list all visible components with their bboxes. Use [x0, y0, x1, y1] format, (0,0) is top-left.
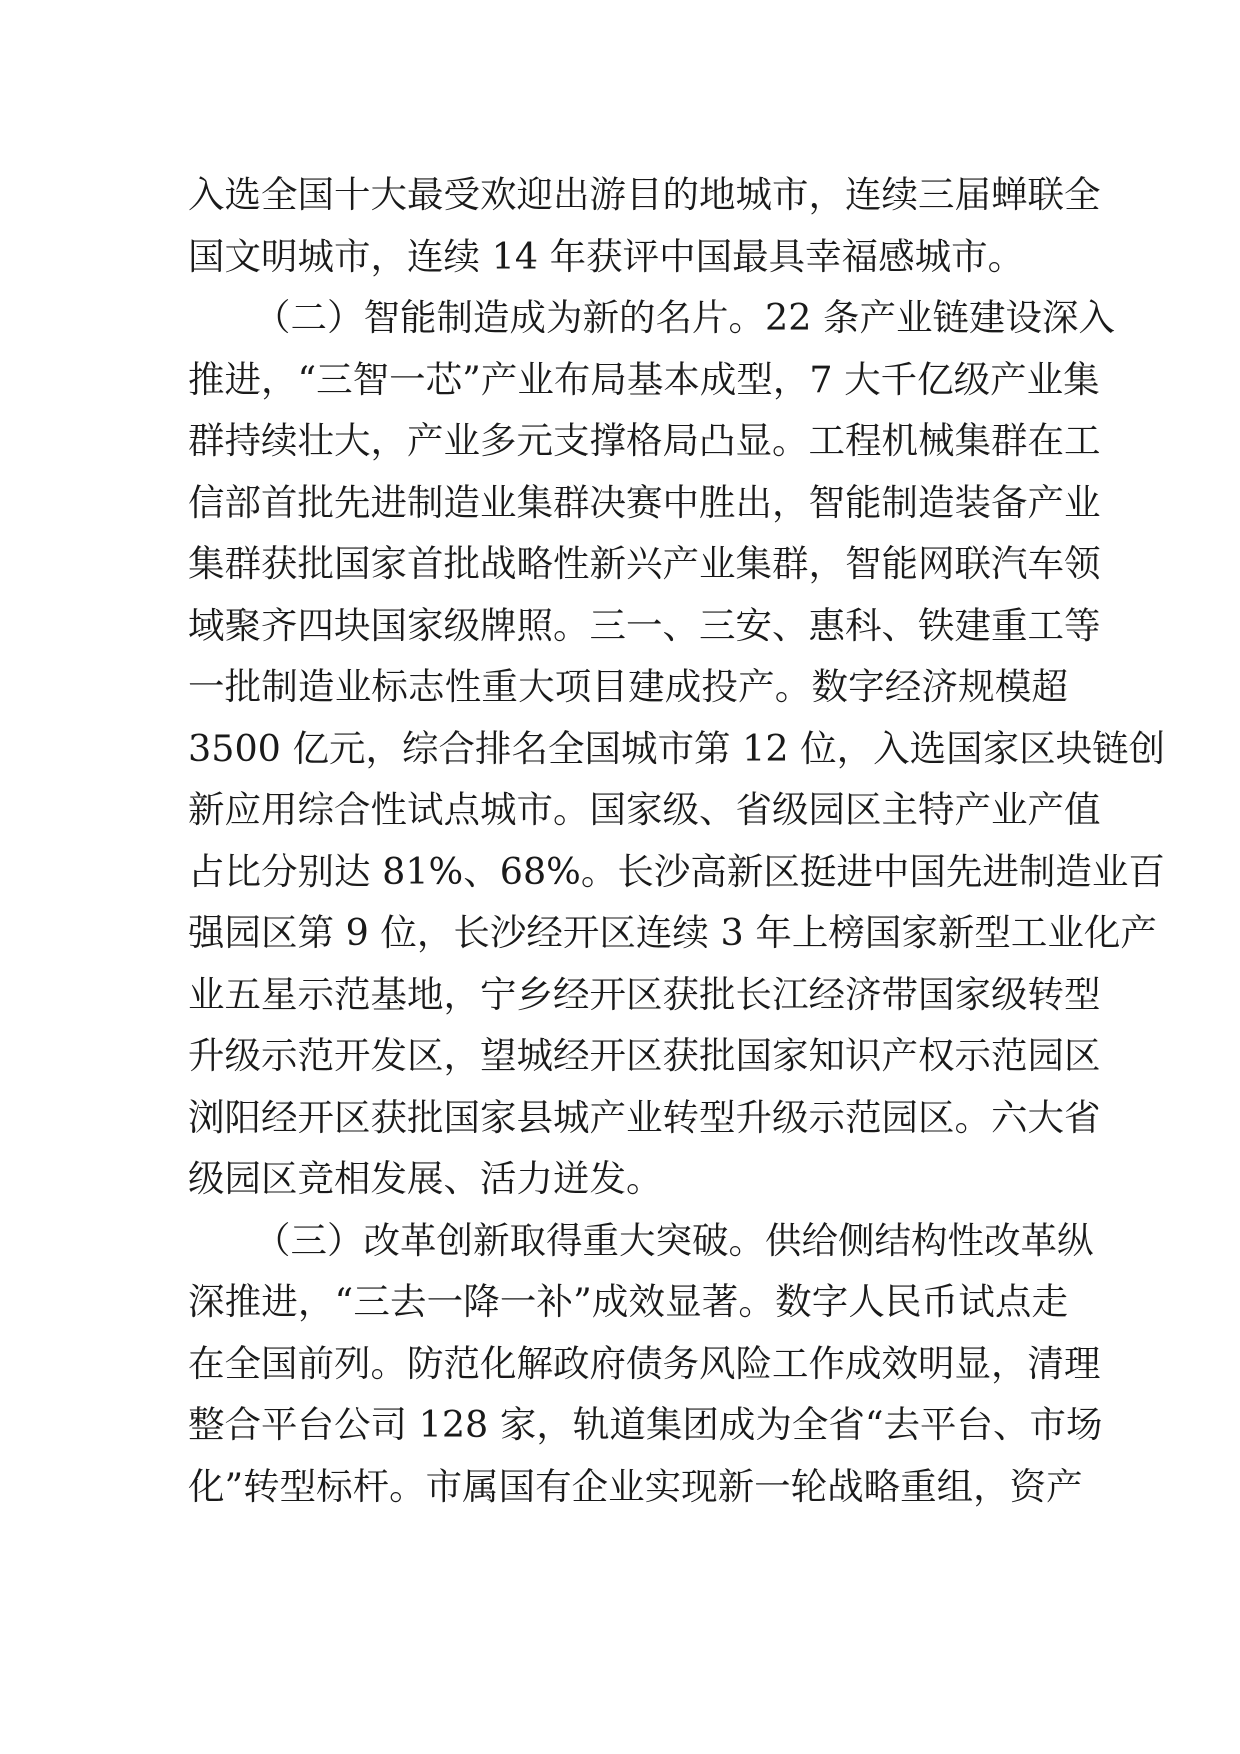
text-line: 业五星示范基地，宁乡经开区获批长江经济带国家级转型: [188, 972, 1101, 1016]
text-line: 占比分别达 81%、68%。长沙高新区挺进中国先进制造业百: [188, 849, 1165, 893]
text-line: 浏阳经开区获批国家县城产业转型升级示范园区。六大省: [188, 1095, 1101, 1139]
text-line: 推进，“三智一芯”产业布局基本成型，7 大千亿级产业集: [188, 357, 1100, 401]
text-line: 化”转型标杆。市属国有企业实现新一轮战略重组，资产: [188, 1464, 1083, 1508]
text-line: 深推进，“三去一降一补”成效显著。数字人民币试点走: [188, 1280, 1068, 1323]
section-heading-line: （二）智能制造成为新的名片。22 条产业链建设深入: [254, 296, 1116, 339]
text-line: 在全国前列。防范化解政府债务风险工作成效明显，清理: [188, 1341, 1101, 1385]
text-line: 整合平台公司 128 家，轨道集团成为全省“去平台、市场: [188, 1403, 1103, 1446]
text-line: 一批制造业标志性重大项目建成投产。数字经济规模超: [188, 665, 1068, 708]
text-line: 强园区第 9 位，长沙经开区连续 3 年上榜国家新型工业化产: [188, 911, 1157, 954]
text-line: 级园区竞相发展、活力迸发。: [188, 1157, 663, 1200]
text-line: 新应用综合性试点城市。国家级、省级园区主特产业产值: [188, 788, 1101, 831]
text-line: 域聚齐四块国家级牌照。三一、三安、惠科、铁建重工等: [188, 603, 1101, 647]
text-line: 入选全国十大最受欢迎出游目的地城市，连续三届蝉联全: [188, 173, 1101, 216]
text-line: 国文明城市，连续 14 年获评中国最具幸福感城市。: [188, 234, 1025, 278]
text-line: 集群获批国家首批战略性新兴产业集群，智能网联汽车领: [188, 542, 1101, 585]
text-line: 3500 亿元，综合排名全国城市第 12 位，入选国家区块链创: [188, 726, 1166, 770]
text-line: 升级示范开发区，望城经开区获批国家知识产权示范园区: [188, 1034, 1101, 1077]
section-heading-line: （三）改革创新取得重大突破。供给侧结构性改革纵: [254, 1218, 1094, 1262]
text-line: 群持续壮大，产业多元支撑格局凸显。工程机械集群在工: [188, 419, 1101, 462]
text-line: 信部首批先进制造业集群决赛中胜出，智能制造装备产业: [188, 480, 1101, 524]
body-text: [188, 164, 1166, 1517]
